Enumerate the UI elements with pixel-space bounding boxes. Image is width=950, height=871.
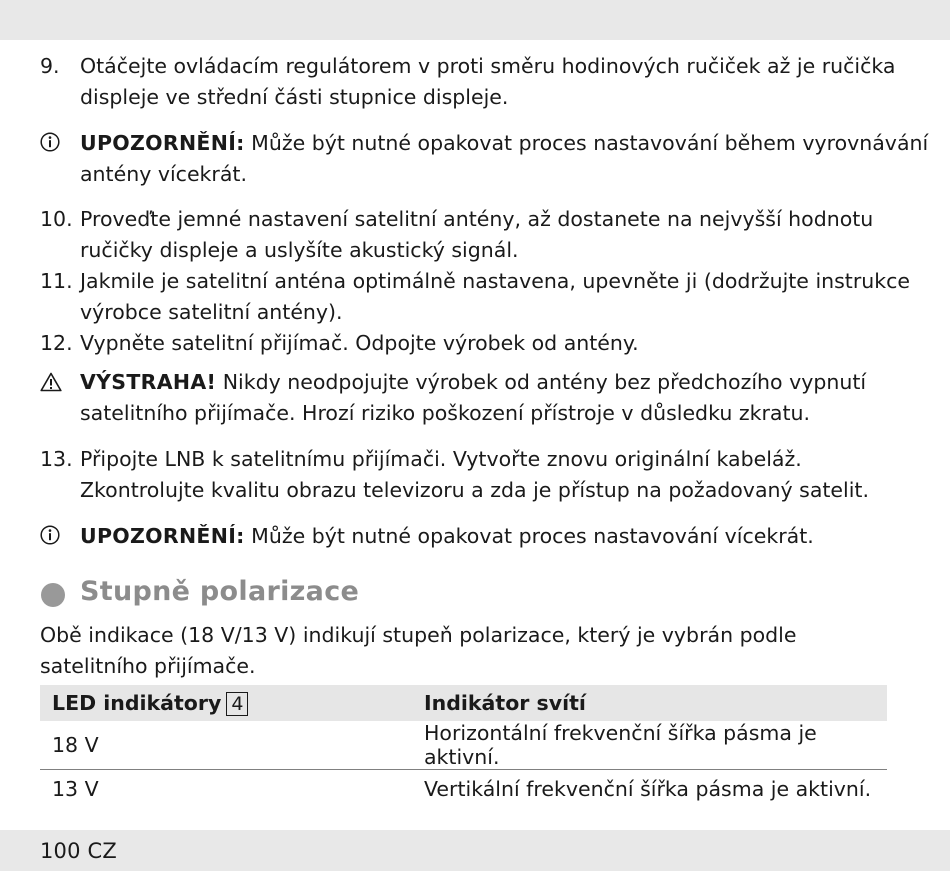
warning-icon	[40, 372, 62, 392]
step-text: Jakmile je satelitní anténa optimálně nastavena, upevněte ji (dodržujte instrukce výrobce satelitní antény).	[80, 269, 911, 324]
table-cell-description: Vertikální frekvenční šířka pásma je aktivní.	[424, 777, 872, 801]
table-cell-voltage: 18 V	[40, 721, 424, 770]
table-row	[40, 721, 887, 770]
table-cell-voltage: 13 V	[52, 777, 99, 801]
step-number: 13.	[40, 447, 73, 471]
top-band	[0, 0, 950, 40]
reference-number-box: 4	[226, 692, 248, 716]
note-text: Může být nutné opakovat proces nastavování vícekrát.	[244, 524, 814, 548]
step-text: Proveďte jemné nastavení satelitní antény, až dostanete na nejvyšší hodnotu ručičky displeje a uslyšíte akustický signál.	[80, 207, 874, 262]
step-number: 11.	[40, 269, 73, 293]
step-text: Otáčejte ovládacím regulátorem v proti směru hodinových ručiček až je ručička displeje ve střední části stupnice displeje.	[80, 54, 896, 109]
section-bullet-icon	[41, 583, 65, 607]
note-label: UPOZORNĚNÍ:	[80, 131, 245, 155]
note-label: UPOZORNĚNÍ:	[80, 524, 245, 548]
note-text: Může být nutné opakovat proces nastavování během vyrovnávání antény vícekrát.	[80, 131, 929, 186]
table-header-row	[40, 685, 887, 721]
table-header-led: LED indikátory 4	[40, 685, 424, 721]
led-indicator-table	[40, 685, 887, 808]
table-row	[40, 770, 887, 809]
step-number: 9.	[40, 54, 60, 78]
section-intro: Obě indikace (18 V/13 V) indikují stupeň polarizace, který je vybrán podle satelitního přijímače.	[40, 623, 797, 678]
note-label: VÝSTRAHA!	[80, 370, 217, 394]
table-cell-description: Horizontální frekvenční šířka pásma je aktivní.	[424, 721, 887, 770]
table-header-state: Indikátor svítí	[424, 685, 887, 721]
step-number: 12.	[40, 331, 73, 355]
info-icon	[40, 132, 60, 152]
section-title: Stupně polarizace	[80, 576, 360, 607]
step-text: Připojte LNB k satelitnímu přijímači. Vytvořte znovu originální kabeláž. Zkontrolujte kvalitu obrazu televizoru a zda je přístup na požadovaný satelit.	[80, 447, 869, 502]
footer-band	[0, 830, 950, 871]
page-number: 100 CZ	[40, 839, 118, 863]
step-text: Vypněte satelitní přijímač. Odpojte výrobek od antény.	[80, 331, 639, 355]
info-icon	[40, 525, 60, 545]
note-text: Nikdy neodpojujte výrobek od antény bez předchozího vypnutí satelitního přijímače. Hrozí riziko poškození přístroje v důsledku zkratu.	[80, 370, 867, 425]
step-number: 10.	[40, 207, 73, 231]
